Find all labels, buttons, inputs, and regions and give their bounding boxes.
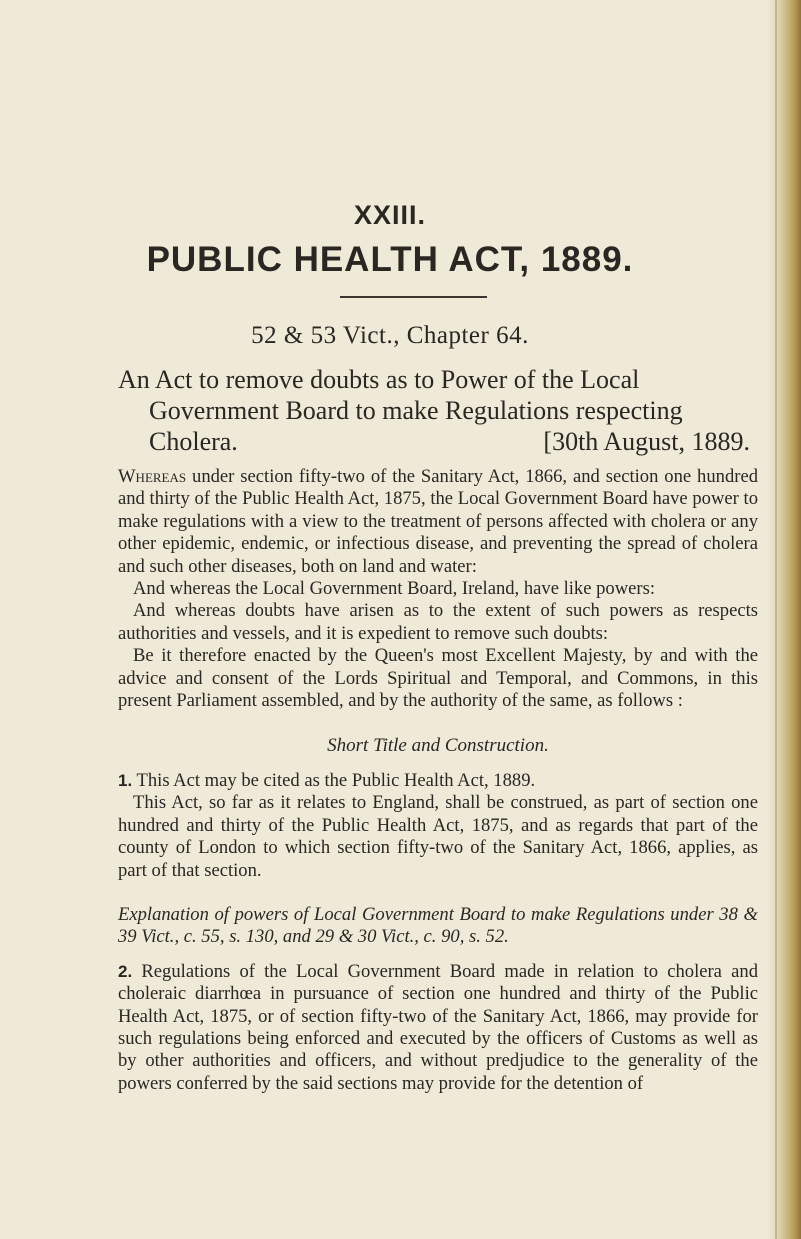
long-title-line-2: Government Board to make Regulations respecting bbox=[149, 396, 683, 425]
chapter-reference: 52 & 53 Vict., Chapter 64. bbox=[251, 322, 529, 349]
section-1-number: 1. bbox=[118, 770, 133, 790]
page-edge-line bbox=[775, 0, 777, 1239]
enacting-clause: Be it therefore enacted by the Queen's most Excellent Majesty, by and with the advice and consent of the Lords Spiritual and Temporal, and Commons, in this present Parliament assembled, and by the authority of the same, as follows : bbox=[118, 645, 758, 712]
preamble-text-1: under section fifty-two of the Sanitary Act, 1866, and section one hundred and thirty of the Public Health Act, 1875, the Local Government Board have power to make regulations with a view to the treatment of persons affected with cholera or any other epidemic, endemic, or infectious disease, and preventing the spread of cholera and such other diseases, both on land and water: bbox=[118, 466, 758, 577]
section-1-construction: This Act, so far as it relates to England, shall be construed, as part of section one hundred and thirty of the Public Health Act, 1875, and as regards that part of the county of London to which section fifty-two of the Sanitary Act, 1866, applies, as part of that section. bbox=[118, 792, 758, 881]
assent-date: [30th August, 1889. bbox=[543, 427, 750, 456]
section-1-text bbox=[118, 770, 758, 792]
section-1-heading: Short Title and Construction. bbox=[327, 735, 549, 757]
long-title bbox=[118, 364, 758, 457]
title-rule bbox=[340, 296, 487, 298]
long-title-line-3 bbox=[118, 426, 758, 457]
section-2-body: Regulations of the Local Government Board made in relation to cholera and choleraic diarrhœa in pursuance of section one hundred and thirty of the Public Health Act, 1875, or of section fifty-two of the Sanitary Act, 1866, may provide for such regulations being enforced and executed by the officers of Customs as well as by other authorities and officers, and without predjudice to the generality of the powers conferred by the said sections may provide for the detention of bbox=[118, 960, 758, 1094]
section-2-heading: Explanation of powers of Local Government Board to make Regulations under 38 & 39 Vict., c. 55, s. 130, and 29 & 30 Vict., c. 90, s. 52. bbox=[118, 903, 758, 948]
section-2-number: 2. bbox=[118, 961, 133, 981]
page-title: PUBLIC HEALTH ACT, 1889. bbox=[146, 240, 634, 279]
preamble-paragraph-2: And whereas the Local Government Board, Ireland, have like powers: bbox=[133, 578, 655, 600]
page-edge bbox=[767, 0, 801, 1239]
chapter-number: XXIII. bbox=[353, 200, 427, 230]
section-2-text bbox=[118, 961, 758, 1095]
long-title-subject: Cholera. bbox=[149, 427, 238, 456]
act-body bbox=[118, 466, 758, 1095]
section-1-sentence: This Act may be cited as the Public Health Act, 1889. bbox=[136, 769, 536, 791]
long-title-line-1: An Act to remove doubts as to Power of the Local bbox=[118, 365, 640, 394]
preamble-paragraph-3: And whereas doubts have arisen as to the extent of such powers as respects authorities and vessels, and it is expedient to remove such doubts: bbox=[118, 600, 758, 644]
preamble-paragraph-1 bbox=[118, 466, 758, 578]
whereas-lead: Whereas bbox=[118, 466, 187, 487]
